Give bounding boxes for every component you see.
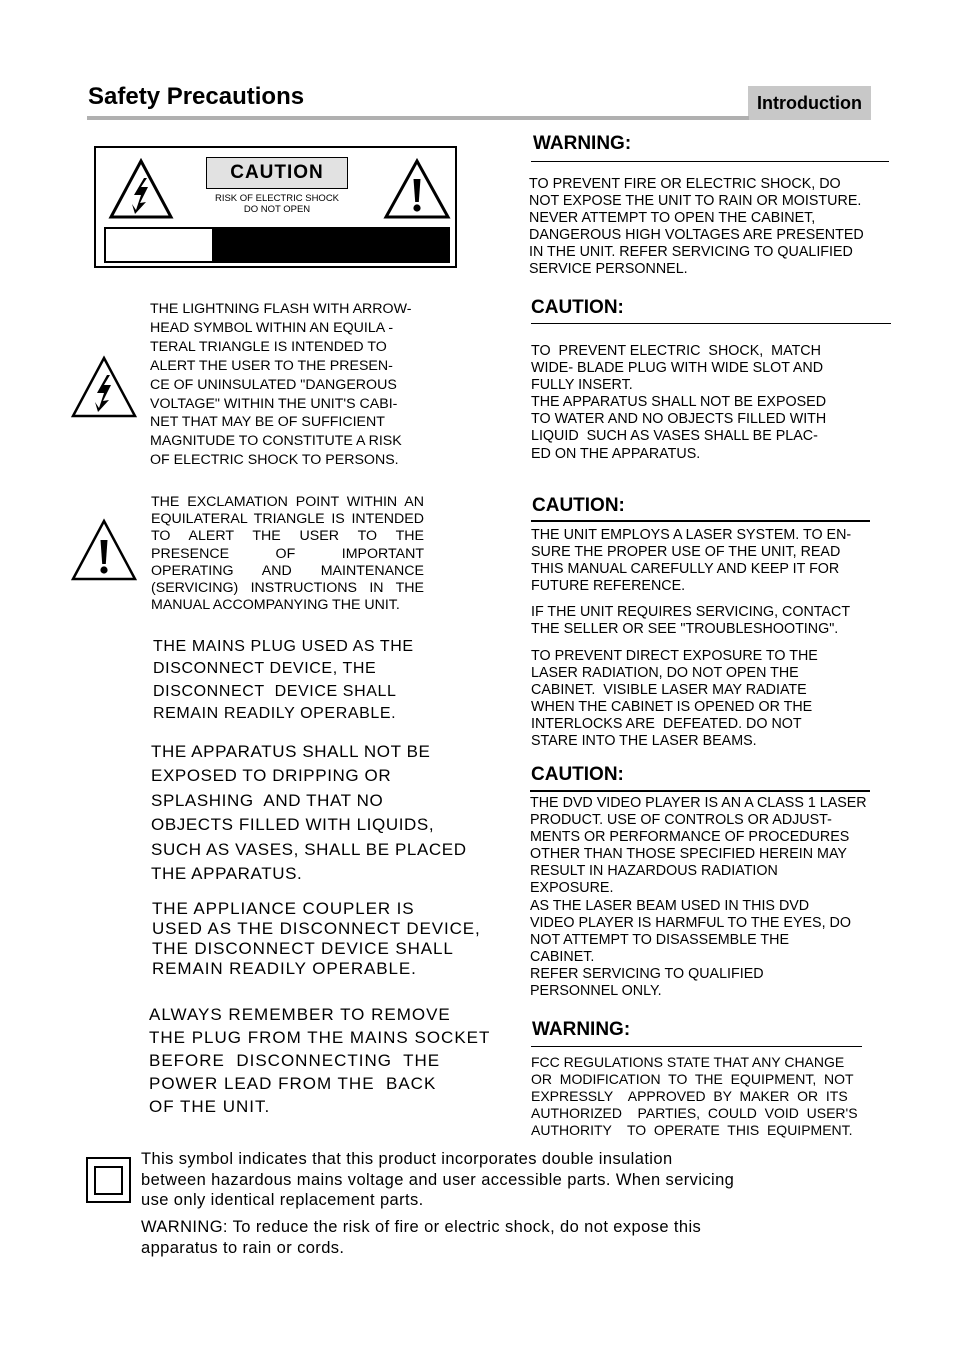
text-line: THIS MANUAL CAREFULLY AND KEEP IT FOR	[531, 561, 840, 578]
caution-label: CAUTION	[206, 157, 348, 189]
text-line: CABINET.	[530, 948, 595, 965]
text-line: VIDEO PLAYER IS HARMFUL TO THE EYES, DO	[530, 914, 851, 931]
text-line: TO PREVENT ELECTRIC SHOCK, MATCH	[531, 343, 821, 359]
caution-text	[531, 604, 850, 638]
risk-text	[204, 193, 350, 215]
text-line: STARE INTO THE LASER BEAMS.	[531, 733, 757, 750]
exclamation-warning-icon	[383, 158, 451, 220]
text-line: THE PLUG FROM THE MAINS SOCKET	[149, 1028, 491, 1047]
mains-plug-text	[153, 636, 414, 725]
text-line: SUCH AS VASES, SHALL BE PLACED	[151, 839, 467, 859]
text-line: REMAIN READILY OPERABLE.	[153, 704, 397, 722]
text-line: THE DISCONNECT DEVICE SHALL	[152, 939, 454, 958]
double-insulation-inner-square	[94, 1166, 123, 1195]
text-line: REMAIN READILY OPERABLE.	[152, 959, 417, 978]
text-line: SURE THE PROPER USE OF THE UNIT, READ	[531, 544, 841, 561]
text-line: OF ELECTRIC SHOCK TO PERSONS.	[150, 452, 399, 469]
caution-text	[530, 795, 867, 1000]
text-line: TO PREVENT FIRE OR ELECTRIC SHOCK, DO	[529, 176, 841, 192]
text-line: AS THE LASER BEAM USED IN THIS DVD	[530, 897, 810, 914]
page-title: Safety Precautions	[88, 83, 305, 110]
caution-heading: CAUTION:	[532, 495, 625, 516]
text-line: THE APPARATUS SHALL NOT BE EXPOSED	[531, 394, 827, 411]
text-line: AUTHORITY TO OPERATE THIS EQUIPMENT.	[531, 1122, 853, 1139]
text-line: OBJECTS FILLED WITH LIQUIDS,	[151, 815, 435, 835]
text-line: DISCONNECT DEVICE, THE	[153, 660, 377, 678]
text-line: DISCONNECT DEVICE SHALL	[153, 682, 397, 700]
text-line: OR MODIFICATION TO THE EQUIPMENT, NOT	[531, 1071, 854, 1088]
heading-rule	[530, 790, 870, 792]
heading-rule	[531, 520, 870, 522]
heading-rule	[531, 161, 889, 162]
caution-heading: CAUTION:	[531, 297, 624, 318]
warning-heading: WARNING:	[532, 1019, 631, 1040]
text-line: LASER RADIATION, DO NOT OPEN THE	[531, 665, 799, 682]
text-line: THE DVD VIDEO PLAYER IS AN A CLASS 1 LASER	[530, 795, 867, 811]
text-line: THE LIGHTNING FLASH WITH ARROW-	[150, 301, 412, 317]
header-rule	[87, 116, 749, 120]
text-line: NET THAT MAY BE OF SUFFICIENT	[150, 414, 385, 431]
text-line: REFER SERVICING TO QUALIFIED	[530, 965, 764, 982]
warning-text	[531, 1054, 858, 1139]
text-line: HEAD SYMBOL WITHIN AN EQUILA -	[150, 319, 394, 336]
text-line: EXPOSED TO DRIPPING OR	[151, 766, 392, 786]
white-cell	[106, 229, 212, 261]
text-line: PRODUCT. USE OF CONTROLS OR ADJUST-	[530, 812, 832, 829]
lightning-warning-icon	[70, 355, 138, 419]
text-line: SPLASHING AND THAT NO	[151, 790, 384, 810]
text-line: THE SELLER OR SEE "TROUBLESHOOTING".	[531, 621, 839, 638]
text-line: INTERLOCKS ARE DEFEATED. DO NOT	[531, 716, 802, 733]
warning-heading: WARNING:	[533, 133, 632, 154]
text-line: BEFORE DISCONNECTING THE	[149, 1051, 441, 1070]
text-line: VOLTAGE" WITHIN THE UNIT'S CABI-	[150, 395, 398, 412]
text-line: ALWAYS REMEMBER TO REMOVE	[149, 1005, 451, 1024]
text-line: WARNING: To reduce the risk of fire or electric shock, do not expose this	[141, 1218, 702, 1236]
text-line: FUTURE REFERENCE.	[531, 578, 686, 595]
heading-rule	[531, 323, 891, 324]
double-insulation-text	[141, 1149, 734, 1211]
text-line: EXPOSURE.	[530, 880, 614, 897]
text-line: POWER LEAD FROM THE BACK	[149, 1074, 437, 1093]
text-line: IN THE UNIT. REFER SERVICING TO QUALIFIED	[529, 244, 853, 261]
text-line: RESULT IN HAZARDOUS RADIATION	[530, 863, 778, 880]
text-line: AUTHORIZED PARTIES, COULD VOID USER'S	[531, 1105, 858, 1122]
text-line: CE OF UNINSULATED "DANGEROUS	[150, 376, 397, 393]
text-line: IF THE UNIT REQUIRES SERVICING, CONTACT	[531, 604, 851, 620]
text-line: TERAL TRIANGLE IS INTENDED TO	[150, 338, 387, 355]
text-line: NOT ATTEMPT TO DISASSEMBLE THE	[530, 931, 789, 948]
text-line: This symbol indicates that this product incorporates double insulation	[141, 1150, 673, 1168]
remember-text	[149, 1003, 490, 1118]
exclamation-warning-icon	[70, 518, 138, 582]
caution-heading: CAUTION:	[531, 764, 624, 785]
coupler-text	[152, 899, 481, 979]
lightning-warning-icon	[108, 158, 174, 220]
text-line: CABINET. VISIBLE LASER MAY RADIATE	[531, 682, 807, 699]
text-line: WHEN THE CABINET IS OPENED OR THE	[531, 699, 813, 716]
text-line: DANGEROUS HIGH VOLTAGES ARE PRESENTED	[529, 227, 864, 244]
text-line: NEVER ATTEMPT TO OPEN THE CABINET,	[529, 210, 816, 227]
text-line: OTHER THAN THOSE SPECIFIED HEREIN MAY	[530, 846, 847, 863]
text-line: NOT EXPOSE THE UNIT TO RAIN OR MOISTURE.	[529, 193, 862, 210]
text-line: THE APPARATUS.	[151, 864, 303, 884]
risk-line: RISK OF ELECTRIC SHOCK	[214, 193, 340, 204]
warning-text	[529, 176, 864, 279]
risk-line: DO NOT OPEN	[243, 204, 311, 215]
text-line: THE MAINS PLUG USED AS THE	[153, 638, 414, 655]
text-line: OF THE UNIT.	[149, 1097, 271, 1116]
text-line: MAGNITUDE TO CONSTITUTE A RISK	[150, 433, 402, 450]
text-line: TO PREVENT DIRECT EXPOSURE TO THE	[531, 648, 818, 664]
final-warning-text	[141, 1217, 701, 1258]
text-line: WIDE- BLADE PLUG WITH WIDE SLOT AND	[531, 360, 824, 377]
text-line: use only identical replacement parts.	[141, 1191, 424, 1209]
text-line: FCC REGULATIONS STATE THAT ANY CHANGE	[531, 1054, 845, 1070]
section-tag: Introduction	[748, 86, 871, 120]
text-line: THE APPARATUS SHALL NOT BE	[151, 742, 431, 761]
lightning-explanation	[150, 300, 411, 470]
text-line: ALERT THE USER TO THE PRESEN-	[150, 357, 393, 374]
heading-rule	[531, 1046, 862, 1047]
text-line: PERSONNEL ONLY.	[530, 983, 662, 1000]
text-line: between hazardous mains voltage and user accessible parts. When servicing	[141, 1170, 735, 1189]
text-line: SERVICE PERSONNEL.	[529, 261, 688, 278]
exclamation-explanation: THE EXCLAMATION POINT WITHIN AN EQUILATERAL TRIANGLE IS INTENDED TO ALERT THE USER TO THE PRESENCE OF IMPORTANT OPERATING AND MAINTENANCE (SERVICING) INSTRUCTIONS IN THE MANUAL ACCOMPANYING THE UNIT.	[151, 494, 424, 614]
text-line: EXPRESSLY APPROVED BY MAKER OR ITS	[531, 1088, 848, 1105]
caution-text	[531, 343, 826, 463]
text-line: LIQUID SUCH AS VASES SHALL BE PLAC-	[531, 428, 818, 445]
caution-text	[531, 648, 818, 751]
caution-text	[531, 527, 851, 595]
text-line: USED AS THE DISCONNECT DEVICE,	[152, 919, 481, 938]
text-line: FULLY INSERT.	[531, 377, 633, 394]
text-line: MENTS OR PERFORMANCE OF PROCEDURES	[530, 829, 850, 846]
text-line: apparatus to rain or cords.	[141, 1238, 345, 1257]
dripping-text	[151, 740, 467, 886]
text-line: ED ON THE APPARATUS.	[531, 445, 701, 462]
text-line: THE UNIT EMPLOYS A LASER SYSTEM. TO EN-	[531, 527, 852, 543]
text-line: THE APPLIANCE COUPLER IS	[152, 899, 415, 918]
text-line: TO WATER AND NO OBJECTS FILLED WITH	[531, 411, 827, 428]
